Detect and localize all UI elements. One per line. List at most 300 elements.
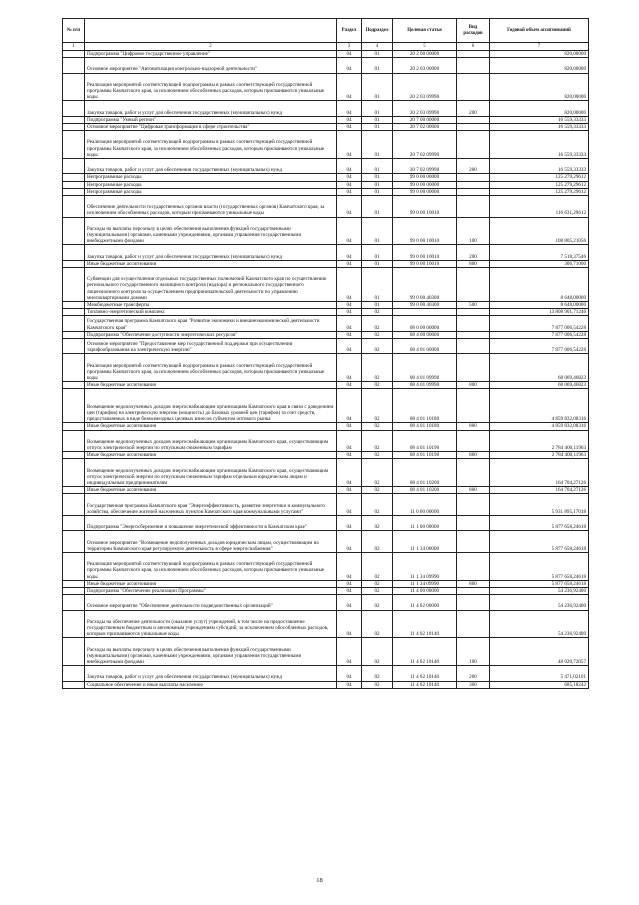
row-amount-cell: 7 877 006,54228 bbox=[490, 316, 589, 331]
row-name-cell: Иные бюджетные ассигнования bbox=[85, 452, 337, 459]
row-amount-cell: 5 877 658,24618 bbox=[490, 580, 589, 587]
column-number: 5 bbox=[393, 43, 457, 51]
header-expense-type: Вид расходов bbox=[457, 19, 490, 43]
row-number-cell bbox=[63, 245, 85, 260]
row-section-cell: 04 bbox=[337, 58, 362, 73]
table-row bbox=[63, 245, 589, 260]
row-target-cell: 20 2 03 09990 bbox=[393, 101, 457, 116]
table-row bbox=[63, 267, 589, 301]
row-section-cell: 04 bbox=[337, 666, 362, 681]
row-expense-type-cell bbox=[457, 58, 490, 73]
table-row bbox=[63, 188, 589, 195]
table-row bbox=[63, 73, 589, 101]
row-subsection-cell: 02 bbox=[362, 610, 393, 638]
row-target-cell: 20 2 03 09990 bbox=[393, 73, 457, 101]
row-name-cell: Межбюджетные трансферты bbox=[85, 301, 337, 308]
row-name-cell: Закупка товаров, работ и услуг для обеспечения государственных (муниципальных) нужд bbox=[85, 158, 337, 173]
row-subsection-cell: 01 bbox=[362, 158, 393, 173]
row-target-cell: 11 4 02 10140 bbox=[393, 610, 457, 638]
row-section-cell: 04 bbox=[337, 452, 362, 459]
row-name-cell: Возмещение недополученных доходов энергоснабжающим организациям Камчатского края, осуществляющим отпуск электрической энергии по отпускным сниженным тарифам отдельным юридическим лицам и индивидуальным предпринимателям bbox=[85, 459, 337, 487]
row-expense-type-cell bbox=[457, 338, 490, 353]
row-subsection-cell: 01 bbox=[362, 301, 393, 308]
row-name-cell: Непрограммные расходы bbox=[85, 181, 337, 188]
row-expense-type-cell bbox=[457, 181, 490, 188]
table-row bbox=[63, 101, 589, 116]
row-subsection-cell: 01 bbox=[362, 131, 393, 159]
header-section: Раздел bbox=[337, 19, 362, 43]
row-target-cell: 20 7 00 00000 bbox=[393, 116, 457, 123]
table-row bbox=[63, 531, 589, 553]
row-name-cell: Реализация мероприятий соответствующей подпрограммы в рамках соответствующей государственной программы Камчатского края, за исключением обособленных расходов, которым присваиваются уникальные коды bbox=[85, 552, 337, 580]
row-expense-type-cell bbox=[457, 316, 490, 331]
row-amount-cell: 5 931 895,17018 bbox=[490, 494, 589, 516]
row-expense-type-cell bbox=[457, 123, 490, 130]
column-number: 4 bbox=[362, 43, 393, 51]
row-target-cell: 08 4 01 10180 bbox=[393, 423, 457, 430]
row-section-cell: 04 bbox=[337, 123, 362, 130]
row-amount-cell: 54 236,92400 bbox=[490, 595, 589, 610]
row-number-cell bbox=[63, 638, 85, 666]
row-expense-type-cell bbox=[457, 195, 490, 217]
row-target-cell bbox=[393, 309, 457, 316]
table-row bbox=[63, 260, 589, 267]
row-target-cell: 08 0 00 00000 bbox=[393, 316, 457, 331]
row-expense-type-cell: 800 bbox=[457, 260, 490, 267]
row-expense-type-cell: 200 bbox=[457, 245, 490, 260]
row-number-cell bbox=[63, 101, 85, 116]
row-subsection-cell: 01 bbox=[362, 245, 393, 260]
row-section-cell: 04 bbox=[337, 595, 362, 610]
table-header-row bbox=[63, 19, 589, 43]
row-name-cell: Иные бюджетные ассигнования bbox=[85, 580, 337, 587]
table-row bbox=[63, 181, 589, 188]
row-number-cell bbox=[63, 580, 85, 587]
row-expense-type-cell bbox=[457, 587, 490, 594]
row-section-cell: 04 bbox=[337, 338, 362, 353]
header-name bbox=[85, 19, 337, 43]
row-name-cell: Закупка товаров, работ и услуг для обеспечения государственных (муниципальных) нужд bbox=[85, 666, 337, 681]
row-target-cell: 08 4 01 10200 bbox=[393, 459, 457, 487]
row-section-cell: 04 bbox=[337, 267, 362, 301]
row-target-cell: 08 4 01 10190 bbox=[393, 452, 457, 459]
row-section-cell: 04 bbox=[337, 552, 362, 580]
budget-allocation-table bbox=[62, 18, 589, 689]
row-number-cell bbox=[63, 51, 85, 58]
row-number-cell bbox=[63, 116, 85, 123]
row-section-cell: 04 bbox=[337, 73, 362, 101]
row-subsection-cell: 01 bbox=[362, 174, 393, 181]
row-name-cell: Подпрограмма "Энергосбережение и повышение энергетической эффективности в Камчатском крае" bbox=[85, 515, 337, 530]
row-subsection-cell: 02 bbox=[362, 552, 393, 580]
row-number-cell bbox=[63, 73, 85, 101]
row-expense-type-cell bbox=[457, 51, 490, 58]
row-number-cell bbox=[63, 309, 85, 316]
row-subsection-cell: 02 bbox=[362, 531, 393, 553]
row-amount-cell: 54 236,92400 bbox=[490, 610, 589, 638]
row-amount-cell: 164 704,27126 bbox=[490, 459, 589, 487]
row-subsection-cell: 02 bbox=[362, 430, 393, 452]
row-section-cell: 04 bbox=[337, 174, 362, 181]
row-name-cell: Государственная программа Камчатского края "Развитие экономики и внешнеэкономической деятельности Камчатского края" bbox=[85, 316, 337, 331]
table-row bbox=[63, 580, 589, 587]
row-amount-cell: 125 279,29612 bbox=[490, 181, 589, 188]
row-amount-cell: 48 020,72057 bbox=[490, 638, 589, 666]
row-section-cell: 04 bbox=[337, 587, 362, 594]
row-amount-cell: 7 877 006,54228 bbox=[490, 338, 589, 353]
table-row bbox=[63, 338, 589, 353]
row-expense-type-cell: 200 bbox=[457, 158, 490, 173]
row-amount-cell: 108 805,21056 bbox=[490, 217, 589, 245]
row-expense-type-cell bbox=[457, 309, 490, 316]
column-number: 7 bbox=[490, 43, 589, 51]
row-target-cell: 20 2 03 00000 bbox=[393, 58, 457, 73]
row-name-cell: Закупка товаров, работ и услуг для обеспечения государственных (муниципальных) нужд bbox=[85, 101, 337, 116]
row-section-cell: 04 bbox=[337, 638, 362, 666]
row-amount-cell: 8 648,00000 bbox=[490, 301, 589, 308]
row-name-cell: Обеспечение деятельности государственных органов власти (государственных органов) Камчатского края, за исключением обособленных расходов, которым присваиваются уникальные коды bbox=[85, 195, 337, 217]
row-name-cell: Расходы на обеспечение деятельности (оказание услуг) учреждений, в том числе на предоставление государственным бюджетным и автономным учреждениям субсидий, за исключением обособленных расходов, которым присваиваются уникальные коды bbox=[85, 610, 337, 638]
row-expense-type-cell: 800 bbox=[457, 382, 490, 389]
table-row bbox=[63, 58, 589, 73]
row-target-cell: 11 4 02 10140 bbox=[393, 638, 457, 666]
table-body bbox=[63, 51, 589, 689]
table-row bbox=[63, 389, 589, 423]
table-row bbox=[63, 217, 589, 245]
row-target-cell: 11 1 34 00000 bbox=[393, 531, 457, 553]
row-target-cell: 99 0 00 40300 bbox=[393, 267, 457, 301]
row-expense-type-cell bbox=[457, 595, 490, 610]
row-section-cell: 04 bbox=[337, 494, 362, 516]
row-amount-cell: 2 784 400,11963 bbox=[490, 452, 589, 459]
row-target-cell: 11 1 34 09990 bbox=[393, 552, 457, 580]
row-expense-type-cell: 200 bbox=[457, 101, 490, 116]
table-row bbox=[63, 316, 589, 331]
table-row bbox=[63, 131, 589, 159]
row-subsection-cell: 02 bbox=[362, 452, 393, 459]
table-row bbox=[63, 174, 589, 181]
row-target-cell: 99 0 00 00000 bbox=[393, 181, 457, 188]
row-subsection-cell: 01 bbox=[362, 116, 393, 123]
row-target-cell: 08 4 01 10180 bbox=[393, 389, 457, 423]
row-expense-type-cell: 800 bbox=[457, 423, 490, 430]
row-number-cell bbox=[63, 158, 85, 173]
row-subsection-cell: 02 bbox=[362, 666, 393, 681]
row-target-cell: 11 1 34 09990 bbox=[393, 580, 457, 587]
row-number-cell bbox=[63, 552, 85, 580]
row-amount-cell: 820,00000 bbox=[490, 58, 589, 73]
row-target-cell: 99 0 00 00000 bbox=[393, 188, 457, 195]
row-target-cell: 20 7 02 09990 bbox=[393, 131, 457, 159]
table-row bbox=[63, 494, 589, 516]
row-number-cell bbox=[63, 595, 85, 610]
row-name-cell: Иные бюджетные ассигнования bbox=[85, 382, 337, 389]
column-number: 6 bbox=[457, 43, 490, 51]
row-section-cell: 04 bbox=[337, 331, 362, 338]
table-row bbox=[63, 382, 589, 389]
row-subsection-cell: 02 bbox=[362, 338, 393, 353]
table-row bbox=[63, 123, 589, 130]
row-amount-cell: 2 784 400,11963 bbox=[490, 430, 589, 452]
column-number-row bbox=[63, 43, 589, 51]
row-subsection-cell: 02 bbox=[362, 354, 393, 382]
row-expense-type-cell: 800 bbox=[457, 487, 490, 494]
row-name-cell: Расходы на выплаты персоналу в целях обеспечения выполнения функций государственными (муниципальными) органами, казенными учреждениями, органами управления государственными внебюджетными фондами bbox=[85, 217, 337, 245]
row-subsection-cell: 02 bbox=[362, 595, 393, 610]
row-section-cell: 04 bbox=[337, 382, 362, 389]
row-expense-type-cell bbox=[457, 73, 490, 101]
row-number-cell bbox=[63, 174, 85, 181]
row-name-cell: Топливно-энергетический комплекс bbox=[85, 309, 337, 316]
row-number-cell bbox=[63, 610, 85, 638]
row-section-cell: 04 bbox=[337, 610, 362, 638]
row-expense-type-cell bbox=[457, 389, 490, 423]
row-amount-cell: 54 236,92400 bbox=[490, 587, 589, 594]
table-row bbox=[63, 681, 589, 688]
row-subsection-cell: 02 bbox=[362, 459, 393, 487]
row-target-cell: 99 0 00 10010 bbox=[393, 245, 457, 260]
table-row bbox=[63, 51, 589, 58]
row-number-cell bbox=[63, 217, 85, 245]
row-section-cell: 04 bbox=[337, 51, 362, 58]
row-section-cell: 04 bbox=[337, 217, 362, 245]
page-number: 18 bbox=[316, 877, 323, 884]
row-amount-cell: 7 877 006,54228 bbox=[490, 331, 589, 338]
row-expense-type-cell bbox=[457, 531, 490, 553]
row-amount-cell: 68 069,46823 bbox=[490, 382, 589, 389]
row-subsection-cell: 01 bbox=[362, 181, 393, 188]
row-expense-type-cell: 200 bbox=[457, 666, 490, 681]
header-number: № п/п bbox=[63, 19, 85, 43]
row-section-cell: 04 bbox=[337, 580, 362, 587]
row-section-cell: 04 bbox=[337, 188, 362, 195]
table-row bbox=[63, 301, 589, 308]
row-expense-type-cell bbox=[457, 354, 490, 382]
table-row bbox=[63, 309, 589, 316]
row-number-cell bbox=[63, 123, 85, 130]
row-target-cell: 11 0 00 00000 bbox=[393, 494, 457, 516]
row-number-cell bbox=[63, 587, 85, 594]
row-expense-type-cell bbox=[457, 494, 490, 516]
row-section-cell: 04 bbox=[337, 195, 362, 217]
row-number-cell bbox=[63, 58, 85, 73]
row-number-cell bbox=[63, 459, 85, 487]
row-target-cell: 11 4 02 10140 bbox=[393, 681, 457, 688]
row-name-cell: Закупка товаров, работ и услуг для обеспечения государственных (муниципальных) нужд bbox=[85, 245, 337, 260]
row-name-cell: Возмещение недополученных доходов энергоснабжающим организациям Камчатского края в связи с доведением цен (тарифов) на электрическую энергию (мощность) до базовых уровней цен (тарифов) за счет средств, предоставляемых в виде безвозмездных целевых взносов субъектом оптового рынка bbox=[85, 389, 337, 423]
row-number-cell bbox=[63, 260, 85, 267]
row-subsection-cell: 02 bbox=[362, 382, 393, 389]
row-expense-type-cell bbox=[457, 331, 490, 338]
table-row bbox=[63, 666, 589, 681]
row-name-cell: Подпрограмма "Цифровое государственное управление" bbox=[85, 51, 337, 58]
table-row bbox=[63, 515, 589, 530]
row-name-cell: Государственная программа Камчатского края "Энергоэффективность, развитие энергетики и коммунального хозяйства, обеспечение жителей населенных пунктов Камчатского края коммунальными услугами" bbox=[85, 494, 337, 516]
row-amount-cell: 685,18242 bbox=[490, 681, 589, 688]
row-name-cell: Основное мероприятие "Автоматизация контрольно-надзорной деятельности" bbox=[85, 58, 337, 73]
row-expense-type-cell bbox=[457, 267, 490, 301]
row-target-cell: 08 4 01 00000 bbox=[393, 338, 457, 353]
row-target-cell: 11 4 02 10140 bbox=[393, 666, 457, 681]
row-section-cell: 04 bbox=[337, 131, 362, 159]
row-name-cell: Основное мероприятие "Обеспечение деятельности подведомственных организаций" bbox=[85, 595, 337, 610]
row-subsection-cell: 01 bbox=[362, 123, 393, 130]
row-section-cell: 04 bbox=[337, 531, 362, 553]
row-subsection-cell: 01 bbox=[362, 260, 393, 267]
row-number-cell bbox=[63, 316, 85, 331]
row-number-cell bbox=[63, 181, 85, 188]
table-row bbox=[63, 158, 589, 173]
row-section-cell: 04 bbox=[337, 430, 362, 452]
row-subsection-cell: 02 bbox=[362, 681, 393, 688]
row-expense-type-cell bbox=[457, 610, 490, 638]
row-target-cell: 11 1 00 00000 bbox=[393, 515, 457, 530]
row-subsection-cell: 02 bbox=[362, 587, 393, 594]
row-subsection-cell: 01 bbox=[362, 51, 393, 58]
row-number-cell bbox=[63, 389, 85, 423]
header-target-article: Целевая статья bbox=[393, 19, 457, 43]
row-amount-cell: 5 877 658,24618 bbox=[490, 552, 589, 580]
row-target-cell: 20 7 02 09990 bbox=[393, 158, 457, 173]
row-subsection-cell: 02 bbox=[362, 487, 393, 494]
row-subsection-cell: 01 bbox=[362, 101, 393, 116]
table-row bbox=[63, 423, 589, 430]
row-target-cell: 11 4 00 00000 bbox=[393, 587, 457, 594]
row-subsection-cell: 01 bbox=[362, 267, 393, 301]
row-amount-cell: 820,00000 bbox=[490, 51, 589, 58]
row-subsection-cell: 02 bbox=[362, 423, 393, 430]
row-number-cell bbox=[63, 354, 85, 382]
row-amount-cell: 116 631,29612 bbox=[490, 195, 589, 217]
row-expense-type-cell bbox=[457, 552, 490, 580]
row-target-cell: 08 4 00 00000 bbox=[393, 331, 457, 338]
row-number-cell bbox=[63, 338, 85, 353]
row-amount-cell: 5 471,02101 bbox=[490, 666, 589, 681]
row-number-cell bbox=[63, 430, 85, 452]
table-row bbox=[63, 595, 589, 610]
row-amount-cell: 4 859 832,08316 bbox=[490, 423, 589, 430]
budget-sheet bbox=[62, 18, 588, 689]
row-section-cell: 04 bbox=[337, 158, 362, 173]
row-amount-cell: 820,00000 bbox=[490, 73, 589, 101]
row-number-cell bbox=[63, 531, 85, 553]
table-row bbox=[63, 354, 589, 382]
row-target-cell: 11 4 02 00000 bbox=[393, 595, 457, 610]
column-number: 1 bbox=[63, 43, 85, 51]
row-subsection-cell: 02 bbox=[362, 309, 393, 316]
row-name-cell: Реализация мероприятий соответствующей подпрограммы в рамках соответствующей государственной программы Камчатского края, за исключением обособленных расходов, которым присваиваются уникальные коды bbox=[85, 131, 337, 159]
row-amount-cell: 820,00000 bbox=[490, 101, 589, 116]
table-row bbox=[63, 452, 589, 459]
row-expense-type-cell bbox=[457, 459, 490, 487]
row-number-cell bbox=[63, 195, 85, 217]
row-amount-cell: 13 808 901,71246 bbox=[490, 309, 589, 316]
row-name-cell: Подпрограмма "Обеспечение доступности энергетических ресурсов" bbox=[85, 331, 337, 338]
row-amount-cell: 125 279,29612 bbox=[490, 188, 589, 195]
row-expense-type-cell bbox=[457, 174, 490, 181]
row-number-cell bbox=[63, 382, 85, 389]
row-expense-type-cell: 800 bbox=[457, 452, 490, 459]
row-subsection-cell: 01 bbox=[362, 73, 393, 101]
table-row bbox=[63, 430, 589, 452]
row-name-cell: Подпрограмма "Умный регион" bbox=[85, 116, 337, 123]
row-name-cell: Расходы на выплаты персоналу в целях обеспечения выполнения функций государственными (муниципальными) органами, казенными учреждениями, органами управления государственными внебюджетными фондами bbox=[85, 638, 337, 666]
row-number-cell bbox=[63, 267, 85, 301]
row-subsection-cell: 02 bbox=[362, 494, 393, 516]
row-expense-type-cell: 100 bbox=[457, 217, 490, 245]
row-name-cell: Основное мероприятие "Возмещение недополученных доходов юридическим лицам, осуществляющим на территории Камчатского края регулируемую деятельность в сфере энергоснабжения" bbox=[85, 531, 337, 553]
row-expense-type-cell bbox=[457, 116, 490, 123]
row-name-cell: Возмещение недополученных доходов энергоснабжающим организациям Камчатского края, осуществляющим отпуск электрической энергии по отпускным сниженным тарифам bbox=[85, 430, 337, 452]
row-name-cell: Иные бюджетные ассигнования bbox=[85, 487, 337, 494]
row-expense-type-cell: 800 bbox=[457, 580, 490, 587]
row-section-cell: 04 bbox=[337, 389, 362, 423]
row-section-cell: 04 bbox=[337, 301, 362, 308]
row-section-cell: 04 bbox=[337, 181, 362, 188]
row-expense-type-cell bbox=[457, 131, 490, 159]
row-section-cell: 04 bbox=[337, 116, 362, 123]
column-number: 2 bbox=[85, 43, 337, 51]
row-amount-cell: 5 877 658,24618 bbox=[490, 531, 589, 553]
row-target-cell: 99 0 00 10010 bbox=[393, 260, 457, 267]
table-row bbox=[63, 587, 589, 594]
row-name-cell: Реализация мероприятий соответствующей подпрограммы в рамках соответствующей государственной программы Камчатского края, за исключением обособленных расходов, которым присваиваются уникальные коды bbox=[85, 354, 337, 382]
row-name-cell: Субвенции для осуществления отдельных государственных полномочий Камчатского края по осуществлению регионального государственного жилищного контроля (надзора) и регионального государственного лицензионного контроля за осуществлением предпринимательской деятельности по управлению многоквартирными домами bbox=[85, 267, 337, 301]
row-section-cell: 04 bbox=[337, 459, 362, 487]
column-number: 3 bbox=[337, 43, 362, 51]
row-amount-cell: 16 559,33333 bbox=[490, 123, 589, 130]
row-amount-cell: 68 069,46823 bbox=[490, 354, 589, 382]
row-target-cell: 99 0 00 10010 bbox=[393, 195, 457, 217]
row-section-cell: 04 bbox=[337, 423, 362, 430]
row-amount-cell: 5 877 658,24618 bbox=[490, 515, 589, 530]
row-number-cell bbox=[63, 301, 85, 308]
row-target-cell: 99 0 00 00000 bbox=[393, 174, 457, 181]
row-subsection-cell: 02 bbox=[362, 515, 393, 530]
row-number-cell bbox=[63, 515, 85, 530]
row-number-cell bbox=[63, 452, 85, 459]
row-amount-cell: 16 559,33333 bbox=[490, 116, 589, 123]
row-name-cell: Подпрограмма "Обеспечение реализации Программы" bbox=[85, 587, 337, 594]
row-expense-type-cell: 300 bbox=[457, 681, 490, 688]
row-target-cell: 08 4 01 09990 bbox=[393, 354, 457, 382]
row-amount-cell: 164 704,27126 bbox=[490, 487, 589, 494]
row-expense-type-cell bbox=[457, 515, 490, 530]
row-subsection-cell: 01 bbox=[362, 217, 393, 245]
row-section-cell: 04 bbox=[337, 309, 362, 316]
table-row bbox=[63, 331, 589, 338]
row-amount-cell: 125 279,29612 bbox=[490, 174, 589, 181]
row-target-cell: 99 0 00 40300 bbox=[393, 301, 457, 308]
row-target-cell: 20 2 00 00000 bbox=[393, 51, 457, 58]
row-section-cell: 04 bbox=[337, 354, 362, 382]
row-number-cell bbox=[63, 487, 85, 494]
row-amount-cell: 306,71000 bbox=[490, 260, 589, 267]
row-section-cell: 04 bbox=[337, 515, 362, 530]
row-expense-type-cell bbox=[457, 430, 490, 452]
row-name-cell: Основное мероприятие "Цифровая трансформация в сфере строительства" bbox=[85, 123, 337, 130]
row-number-cell bbox=[63, 131, 85, 159]
row-amount-cell: 8 648,00000 bbox=[490, 267, 589, 301]
row-section-cell: 04 bbox=[337, 101, 362, 116]
row-section-cell: 04 bbox=[337, 316, 362, 331]
row-subsection-cell: 01 bbox=[362, 195, 393, 217]
table-row bbox=[63, 610, 589, 638]
row-subsection-cell: 02 bbox=[362, 316, 393, 331]
row-target-cell: 99 0 00 10010 bbox=[393, 217, 457, 245]
row-expense-type-cell bbox=[457, 188, 490, 195]
row-section-cell: 04 bbox=[337, 245, 362, 260]
